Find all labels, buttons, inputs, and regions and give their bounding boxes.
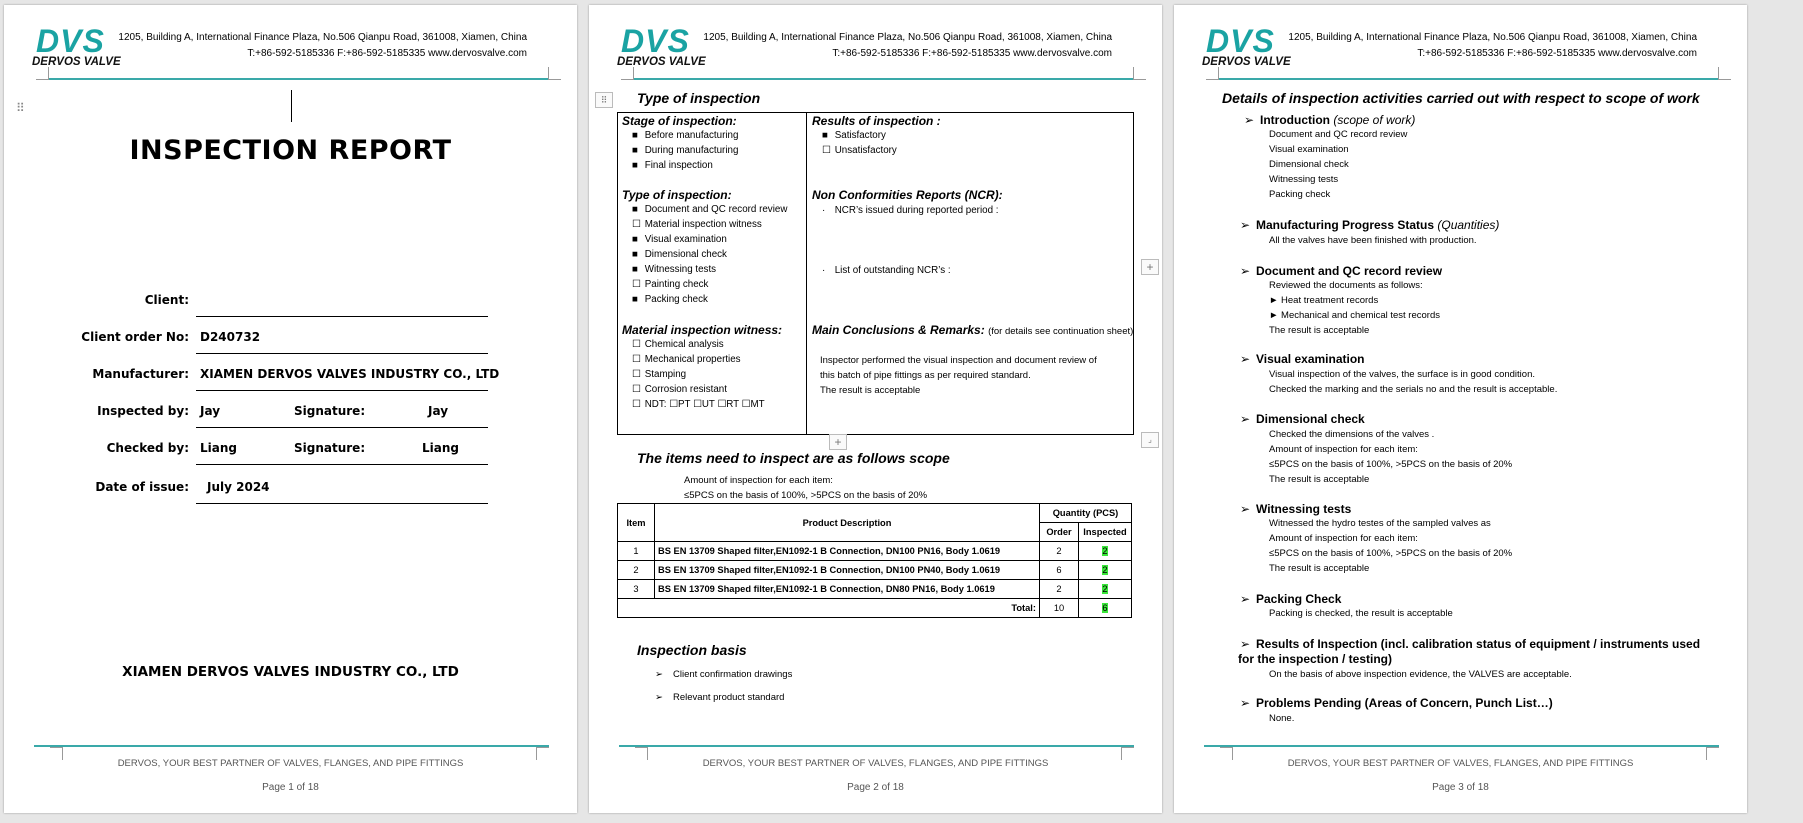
checkbox-mark: ■	[632, 249, 638, 260]
cell-description: BS EN 13709 Shaped filter,EN1092-1 B Connection, DN100 PN40, Body 1.0619	[655, 561, 1040, 580]
checkbox-item[interactable]	[822, 145, 897, 156]
cell-item: 2	[618, 561, 655, 580]
inspected-signature-value[interactable]: Jay	[428, 404, 449, 418]
checkbox-item[interactable]	[632, 234, 727, 245]
checkbox-label: Before manufacturing	[644, 130, 739, 141]
detail-line: None.	[1269, 713, 1295, 724]
results-heading: Results of inspection :	[812, 114, 941, 128]
checkbox-mark: ■	[632, 294, 638, 305]
crop-mark	[1718, 67, 1731, 80]
inspected-by-value[interactable]: Jay	[200, 404, 221, 418]
detail-line: The result is acceptable	[1269, 474, 1370, 485]
checkbox-label: Painting check	[644, 279, 709, 290]
checkbox-item[interactable]	[632, 160, 713, 171]
table-row	[618, 580, 1132, 599]
inspected-value: 2	[1102, 565, 1108, 575]
arrow-bullet-icon: ➢	[1240, 696, 1251, 710]
amount-label: Amount of inspection for each item:	[684, 475, 833, 486]
table-row	[618, 542, 1132, 561]
checkbox-item[interactable]	[632, 369, 686, 380]
checked-by-value[interactable]: Liang	[200, 441, 237, 455]
checkbox-mark: ☐	[822, 145, 831, 156]
arrow-bullet-icon: ➢	[655, 692, 663, 703]
footer-rule	[619, 745, 1134, 747]
packing-heading	[1240, 592, 1341, 606]
ncr-heading: Non Conformities Reports (NCR):	[812, 188, 1003, 202]
cell-order: 2	[1040, 580, 1079, 599]
company-logo	[615, 23, 710, 73]
add-column-icon[interactable]: +	[1141, 259, 1159, 275]
checkbox-item[interactable]	[632, 399, 765, 410]
conclusions-heading-text: Main Conclusions & Remarks:	[812, 323, 985, 337]
header-rule	[1218, 78, 1719, 80]
add-row-icon[interactable]: +	[829, 434, 847, 450]
results-heading-cont: for the inspection / testing)	[1238, 652, 1393, 666]
checkbox-mark: ☐	[632, 339, 641, 350]
basis-title: Inspection basis	[637, 642, 747, 658]
checkbox-label: Dimensional check	[644, 249, 727, 260]
footer-rule	[34, 745, 549, 747]
problems-heading-text: Problems Pending (Areas of Concern, Punch List…)	[1256, 696, 1553, 710]
report-title: INSPECTION REPORT	[129, 135, 452, 166]
detail-line: Witnessing tests	[1269, 174, 1339, 185]
results-heading	[1240, 637, 1700, 651]
checkbox-item[interactable]	[632, 130, 738, 141]
footer-rule	[1204, 745, 1719, 747]
detail-line: ► Heat treatment records	[1269, 295, 1379, 306]
checkbox-mark: ■	[632, 160, 638, 171]
table-total-row	[618, 599, 1132, 618]
checkbox-mark: ■	[632, 204, 638, 215]
checkbox-label: Material inspection witness	[644, 219, 762, 230]
company-logo	[30, 23, 125, 73]
arrow-bullet-icon: ➢	[1240, 592, 1251, 606]
arrow-bullet-icon: ➢	[1240, 637, 1251, 651]
checkbox-item[interactable]	[632, 339, 724, 350]
checkbox-mark: ■	[632, 130, 638, 141]
checkbox-mark: ☐	[632, 369, 641, 380]
checkbox-item[interactable]	[822, 130, 886, 141]
checkbox-mark: ☐	[632, 384, 641, 395]
checkbox-label: Satisfactory	[834, 130, 886, 141]
detail-line: ≤5PCS on the basis of 100%, >5PCS on the basis of 20%	[1269, 459, 1513, 470]
field-rule	[196, 390, 488, 391]
inspected-by-label: Inspected by:	[97, 404, 189, 418]
checkbox-item[interactable]	[632, 219, 762, 230]
detail-line: Amount of inspection for each item:	[1269, 444, 1418, 455]
type-of-inspection-title: Type of inspection	[637, 90, 761, 106]
checkbox-mark: ■	[632, 145, 638, 156]
col-header-item: Item	[618, 504, 655, 542]
detail-line: Visual inspection of the valves, the surface is in good condition.	[1269, 369, 1535, 380]
intro-heading-text: Introduction	[1260, 113, 1330, 127]
cell-order: 6	[1040, 561, 1079, 580]
checkbox-label: Document and QC record review	[644, 204, 788, 215]
footer-slogan: DERVOS, YOUR BEST PARTNER OF VALVES, FLANGES, AND PIPE FITTINGS	[117, 758, 464, 769]
header-address: 1205, Building A, International Finance Plaza, No.506 Qianpu Road, 361008, Xiamen, China	[118, 32, 527, 43]
date-of-issue-value[interactable]: July 2024	[207, 480, 270, 494]
cell-inspected	[1079, 561, 1132, 580]
arrow-bullet-icon: ➢	[1240, 218, 1251, 232]
logo-mark: DVS	[1206, 23, 1275, 59]
arrow-bullet-icon: ➢	[1240, 502, 1251, 516]
logo-mark: DVS	[36, 23, 105, 59]
dim-heading-text: Dimensional check	[1256, 412, 1365, 426]
field-rule	[196, 353, 488, 354]
checkbox-label: Packing check	[644, 294, 708, 305]
checked-by-label: Checked by:	[106, 441, 189, 455]
manufacturer-value[interactable]: XIAMEN DERVOS VALVES INDUSTRY CO., LTD	[200, 367, 500, 381]
mfg-heading-text: Manufacturing Progress Status	[1256, 218, 1435, 232]
company-name: XIAMEN DERVOS VALVES INDUSTRY CO., LTD	[122, 664, 459, 680]
detail-line: ► Mechanical and chemical test records	[1269, 310, 1440, 321]
header-rule	[633, 78, 1134, 80]
client-label: Client:	[144, 293, 189, 307]
basis-item-text: Relevant product standard	[673, 692, 785, 703]
checkbox-label: Final inspection	[644, 160, 713, 171]
header-contact: T:+86-592-5185336 F:+86-592-5185335 www.dervosvalve.com	[832, 48, 1112, 59]
detail-line: Reviewed the documents as follows:	[1269, 280, 1423, 291]
detail-line: The result is acceptable	[1269, 325, 1370, 336]
table-divider	[806, 112, 807, 434]
checkbox-mark: ☐	[632, 219, 641, 230]
basis-item	[655, 692, 784, 703]
stage-heading: Stage of inspection:	[622, 114, 737, 128]
col-header-inspected: Inspected	[1079, 523, 1132, 542]
detail-line: Packing check	[1269, 189, 1331, 200]
checkbox-item[interactable]	[632, 294, 708, 305]
intro-heading	[1244, 113, 1415, 127]
detail-line: The result is acceptable	[1269, 563, 1370, 574]
detail-line: Document and QC record review	[1269, 129, 1408, 140]
checkbox-label: Stamping	[644, 369, 687, 380]
page-2	[589, 5, 1162, 813]
mfg-note: (Quantities)	[1437, 218, 1500, 232]
checkbox-label: Chemical analysis	[644, 339, 724, 350]
cell-description: BS EN 13709 Shaped filter,EN1092-1 B Connection, DN80 PN16, Body 1.0619	[655, 580, 1040, 599]
arrow-bullet-icon: ➢	[655, 669, 663, 680]
visual-heading	[1240, 352, 1365, 366]
total-inspected-cell	[1079, 599, 1132, 618]
details-title: Details of inspection activities carried out with respect to scope of work	[1222, 90, 1700, 106]
cell-description: BS EN 13709 Shaped filter,EN1092-1 B Connection, DN100 PN16, Body 1.0619	[655, 542, 1040, 561]
header-rule	[48, 78, 549, 80]
ncr-outstanding-text: List of outstanding NCR’s :	[834, 265, 951, 276]
detail-line: Amount of inspection for each item:	[1269, 533, 1418, 544]
order-label: Client order No:	[81, 330, 189, 344]
page-number: Page 1 of 18	[262, 782, 319, 793]
total-label: Total:	[618, 599, 1040, 618]
crop-mark	[1133, 67, 1146, 80]
results-heading-text: Results of Inspection (incl. calibration status of equipment / instruments used	[1256, 637, 1701, 651]
col-header-order: Order	[1040, 523, 1079, 542]
arrow-bullet-icon: ➢	[1240, 264, 1251, 278]
cell-order: 2	[1040, 542, 1079, 561]
conclusion-line: Inspector performed the visual inspection and document review of	[820, 355, 1097, 366]
checkbox-mark: ■	[632, 264, 638, 275]
dim-heading	[1240, 412, 1365, 426]
header-address: 1205, Building A, International Finance Plaza, No.506 Qianpu Road, 361008, Xiamen, China	[703, 32, 1112, 43]
conclusion-line: this batch of pipe fittings as per required standard.	[820, 370, 1031, 381]
table-row	[618, 561, 1132, 580]
ncr-outstanding: · List of outstanding NCR’s :	[822, 265, 951, 276]
checkbox-label: Mechanical properties	[644, 354, 741, 365]
page-1	[4, 5, 577, 813]
logo-name: DERVOS VALVE	[617, 56, 706, 68]
crop-mark	[1206, 67, 1219, 80]
intro-note: (scope of work)	[1333, 113, 1416, 127]
packing-heading-text: Packing Check	[1256, 592, 1342, 606]
checkbox-mark: ■	[822, 130, 828, 141]
basis-item-text: Client confirmation drawings	[673, 669, 793, 680]
crop-mark	[36, 67, 49, 80]
checkbox-mark: ☐	[632, 279, 641, 290]
checkbox-item[interactable]	[632, 279, 708, 290]
checkbox-item[interactable]	[632, 354, 741, 365]
checkbox-item[interactable]	[632, 384, 727, 395]
col-header-quantity: Quantity (PCS)	[1040, 504, 1132, 523]
witness-heading-text: Witnessing tests	[1256, 502, 1352, 516]
checkbox-label: Visual examination	[644, 234, 727, 245]
detail-line: Checked the dimensions of the valves .	[1269, 429, 1435, 440]
field-rule	[196, 427, 488, 428]
detail-line: Visual examination	[1269, 144, 1349, 155]
order-value[interactable]: D240732	[200, 330, 261, 344]
cell-item: 3	[618, 580, 655, 599]
checkbox-mark: ☐	[632, 354, 641, 365]
logo-name: DERVOS VALVE	[32, 56, 121, 68]
arrow-bullet-icon: ➢	[1240, 352, 1251, 366]
checkbox-label: Corrosion resistant	[644, 384, 727, 395]
checkbox-mark: ■	[632, 234, 638, 245]
checkbox-item[interactable]	[632, 264, 716, 275]
checked-signature-label: Signature:	[294, 441, 366, 455]
cell-inspected	[1079, 580, 1132, 599]
cell-inspected	[1079, 542, 1132, 561]
inspected-signature-label: Signature:	[294, 404, 366, 418]
witness-heading	[1240, 502, 1351, 516]
company-logo	[1200, 23, 1295, 73]
checkbox-label: NDT: ☐PT ☐UT ☐RT ☐MT	[644, 399, 765, 410]
page-3	[1174, 5, 1747, 813]
drag-handle-icon[interactable]: ⠿	[16, 101, 25, 115]
field-rule	[196, 316, 488, 317]
arrow-bullet-icon: ➢	[1244, 113, 1255, 127]
checkbox-label: During manufacturing	[644, 145, 739, 156]
logo-name: DERVOS VALVE	[1202, 56, 1291, 68]
header-contact: T:+86-592-5185336 F:+86-592-5185335 www.dervosvalve.com	[247, 48, 527, 59]
header-address: 1205, Building A, International Finance Plaza, No.506 Qianpu Road, 361008, Xiamen, China	[1288, 32, 1697, 43]
ncr-issued-text: NCR’s issued during reported period :	[834, 205, 999, 216]
checkbox-item[interactable]	[632, 204, 787, 215]
footer-slogan: DERVOS, YOUR BEST PARTNER OF VALVES, FLANGES, AND PIPE FITTINGS	[1287, 758, 1634, 769]
text-cursor	[291, 90, 292, 122]
checkbox-item[interactable]	[632, 249, 727, 260]
checkbox-item[interactable]	[632, 145, 738, 156]
cell-item: 1	[618, 542, 655, 561]
conclusions-note: (for details see continuation sheet)	[988, 326, 1134, 337]
checkbox-label: Unsatisfactory	[834, 145, 897, 156]
inspected-value: 2	[1102, 546, 1108, 556]
header-contact: T:+86-592-5185336 F:+86-592-5185335 www.dervosvalve.com	[1417, 48, 1697, 59]
inspected-value: 2	[1102, 584, 1108, 594]
problems-heading	[1240, 696, 1553, 710]
crop-mark	[621, 67, 634, 80]
detail-line: Dimensional check	[1269, 159, 1349, 170]
footer-slogan: DERVOS, YOUR BEST PARTNER OF VALVES, FLANGES, AND PIPE FITTINGS	[702, 758, 1049, 769]
total-inspected: 6	[1102, 603, 1108, 613]
checkbox-label: Witnessing tests	[644, 264, 717, 275]
crop-mark	[548, 67, 561, 80]
amount-rule: ≤5PCS on the basis of 100%, >5PCS on the basis of 20%	[684, 490, 928, 501]
detail-line: ≤5PCS on the basis of 100%, >5PCS on the basis of 20%	[1269, 548, 1513, 559]
table-move-handle-icon[interactable]: ⠿	[595, 92, 613, 108]
detail-line: Witnessed the hydro testes of the sampled valves as	[1269, 518, 1491, 529]
field-rule	[196, 503, 488, 504]
ncr-issued: · NCR’s issued during reported period :	[822, 205, 999, 216]
arrow-bullet-icon: ➢	[1240, 412, 1251, 426]
manufacturer-label: Manufacturer:	[92, 367, 189, 381]
logo-mark: DVS	[621, 23, 690, 59]
doc-heading-text: Document and QC record review	[1256, 264, 1443, 278]
conclusion-line: The result is acceptable	[820, 385, 921, 396]
items-table	[617, 503, 1132, 618]
date-of-issue-label: Date of issue:	[95, 480, 189, 494]
detail-line: Checked the marking and the serials no and the result is acceptable.	[1269, 384, 1558, 395]
basis-item	[655, 669, 792, 680]
detail-line: All the valves have been finished with production.	[1269, 235, 1477, 246]
total-order: 10	[1040, 599, 1079, 618]
page-number: Page 2 of 18	[847, 782, 904, 793]
visual-heading-text: Visual examination	[1256, 352, 1365, 366]
mfg-heading	[1240, 218, 1499, 232]
detail-line: On the basis of above inspection evidence, the VALVES are acceptable.	[1269, 669, 1572, 680]
col-header-description: Product Description	[655, 504, 1040, 542]
field-rule	[196, 464, 488, 465]
detail-line: Packing is checked, the result is acceptable	[1269, 608, 1453, 619]
doc-heading	[1240, 264, 1442, 278]
table-resize-icon[interactable]: ⌟	[1141, 432, 1159, 448]
conclusions-heading	[812, 323, 1133, 337]
checkbox-mark: ☐	[632, 399, 641, 410]
checked-signature-value[interactable]: Liang	[422, 441, 459, 455]
scope-title: The items need to inspect are as follows scope	[637, 450, 950, 466]
type-heading: Type of inspection:	[622, 188, 732, 202]
page-number: Page 3 of 18	[1432, 782, 1489, 793]
material-heading: Material inspection witness:	[622, 323, 783, 337]
